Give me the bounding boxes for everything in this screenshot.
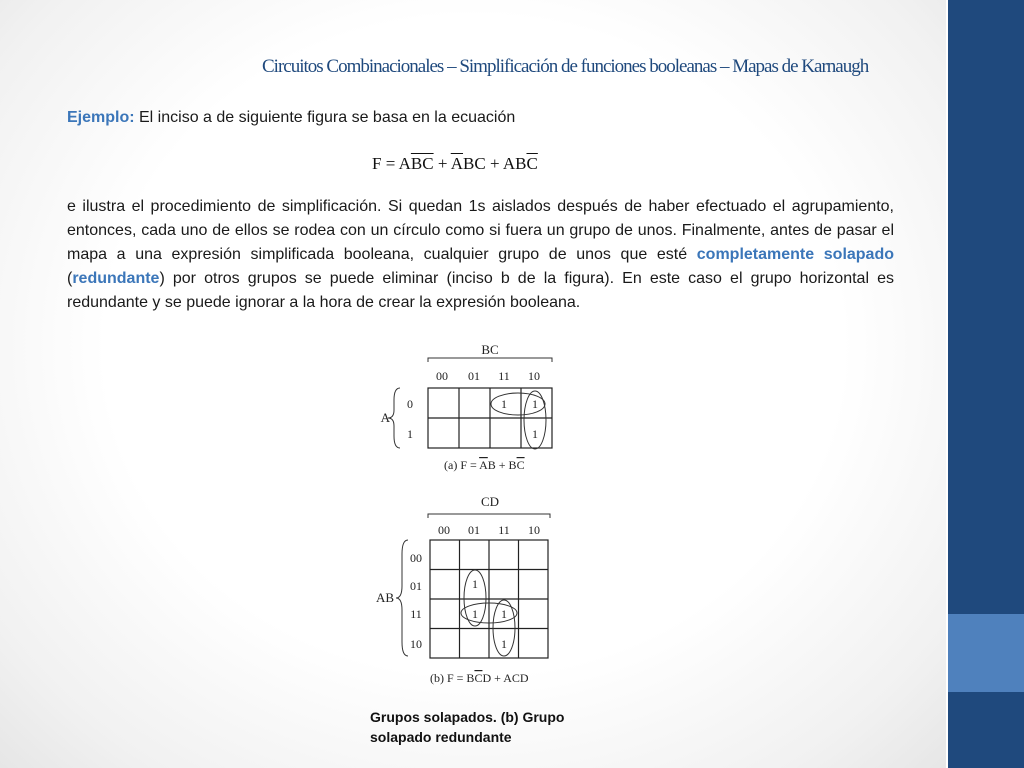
kmap-a-col-bracket	[428, 358, 552, 362]
slide-title: Circuitos Combinacionales – Simplificación de funciones booleanas – Mapas de Karnaugh	[262, 56, 869, 77]
kmap-b-col-var: CD	[480, 494, 500, 509]
kmap-b-cell-one: 1	[472, 607, 478, 621]
term-2-bc: BC	[463, 154, 486, 173]
term-1-a: A	[398, 154, 411, 173]
term-2-a-bar: $\overline{A}$	[450, 154, 464, 173]
kmap-a-cell-one: 1	[501, 397, 507, 411]
kmap-a-col-label: 10	[528, 369, 540, 383]
kmap-a-col-label: 11	[498, 369, 510, 383]
kmap-b-row-label: 10	[410, 637, 422, 651]
kmap-a-row-label: 1	[407, 427, 413, 441]
kmap-a	[372, 338, 572, 478]
figure-caption: Grupos solapados. (b) Grupo solapado redundante	[370, 709, 565, 745]
boolean-equation	[372, 154, 538, 174]
term-1	[399, 154, 434, 173]
sidebar-accent	[948, 614, 1024, 692]
kmap-b-col-label: 01	[468, 523, 480, 537]
kmap-b-caption-c-bar: C	[474, 671, 483, 685]
kmap-a-cell-one: 1	[532, 427, 538, 441]
body-text-3: ) por otros grupos se puede eliminar (inciso b de la figura). En este caso el grupo horizontal es redundante y se puede ignorar a la hora de crear la expresión booleana.	[67, 270, 894, 311]
body-paragraph	[67, 195, 894, 315]
kmap-a-caption-mid: B + B	[487, 458, 517, 472]
kmap-b-caption-rest: D + ACD	[482, 671, 529, 685]
kmap-b	[372, 490, 582, 690]
kmap-b-cell-one: 1	[501, 607, 507, 621]
kmap-b-caption	[430, 671, 529, 685]
kmap-b-col-label: 00	[438, 523, 450, 537]
kmap-a-caption	[444, 458, 525, 472]
kmap-b-row-var: AB	[375, 590, 394, 605]
kmap-a-row-label: 0	[407, 397, 413, 411]
kmap-b-caption-prefix: (b) F = B	[430, 671, 475, 685]
term-3-c-bar: $\overline{C}$	[526, 154, 538, 173]
equation-lhs: F =	[372, 154, 399, 173]
plus-1: +	[433, 154, 451, 173]
kmap-a-col-label: 00	[436, 369, 448, 383]
term-2	[451, 154, 486, 173]
intro-paragraph	[67, 109, 897, 127]
intro-text: El inciso a de siguiente figura se basa en la ecuación	[134, 109, 516, 126]
kmap-b-cell-one: 1	[501, 637, 507, 651]
kmap-b-row-label: 11	[410, 607, 422, 621]
kmap-a-col-label: 01	[468, 369, 480, 383]
kmap-b-row-brace	[396, 540, 408, 656]
kmap-a-row-var: A	[380, 410, 390, 425]
kmap-b-row-label: 01	[410, 579, 422, 593]
kmap-b-grid	[430, 540, 548, 658]
kmap-a-caption-c-bar: C	[516, 458, 525, 472]
kmap-a-caption-a-bar: A	[479, 458, 488, 472]
term-3	[503, 154, 538, 173]
kmap-b-col-label: 10	[528, 523, 540, 537]
example-label: Ejemplo:	[67, 109, 135, 126]
kmap-a-col-var: BC	[481, 342, 499, 357]
highlight-overlapped: completamente solapado	[696, 246, 895, 263]
kmap-b-cell-one: 1	[472, 577, 478, 591]
highlight-redundant: redundante	[72, 270, 160, 287]
body-text-2: (	[67, 270, 73, 287]
kmap-b-row-label: 00	[410, 551, 422, 565]
term-3-ab: AB	[502, 154, 527, 173]
kmap-a-caption-prefix: (a) F =	[444, 458, 480, 472]
plus-2: +	[485, 154, 503, 173]
kmap-a-cell-one: 1	[532, 397, 538, 411]
kmap-b-col-bracket	[428, 514, 550, 518]
kmap-b-col-label: 11	[498, 523, 510, 537]
term-1-bc-bar: $\overline{BC}$	[410, 154, 434, 173]
body-text-1: e ilustra el procedimiento de simplificación. Si quedan 1s aislados después de haber efectuado el agrupamiento, entonces, cada uno de ellos se rodea con un círculo como si fuera un grupo de unos. Finalmente, antes de pasar el mapa a una expresión simplificada booleana, cualquier grupo de unos que esté	[67, 198, 894, 263]
